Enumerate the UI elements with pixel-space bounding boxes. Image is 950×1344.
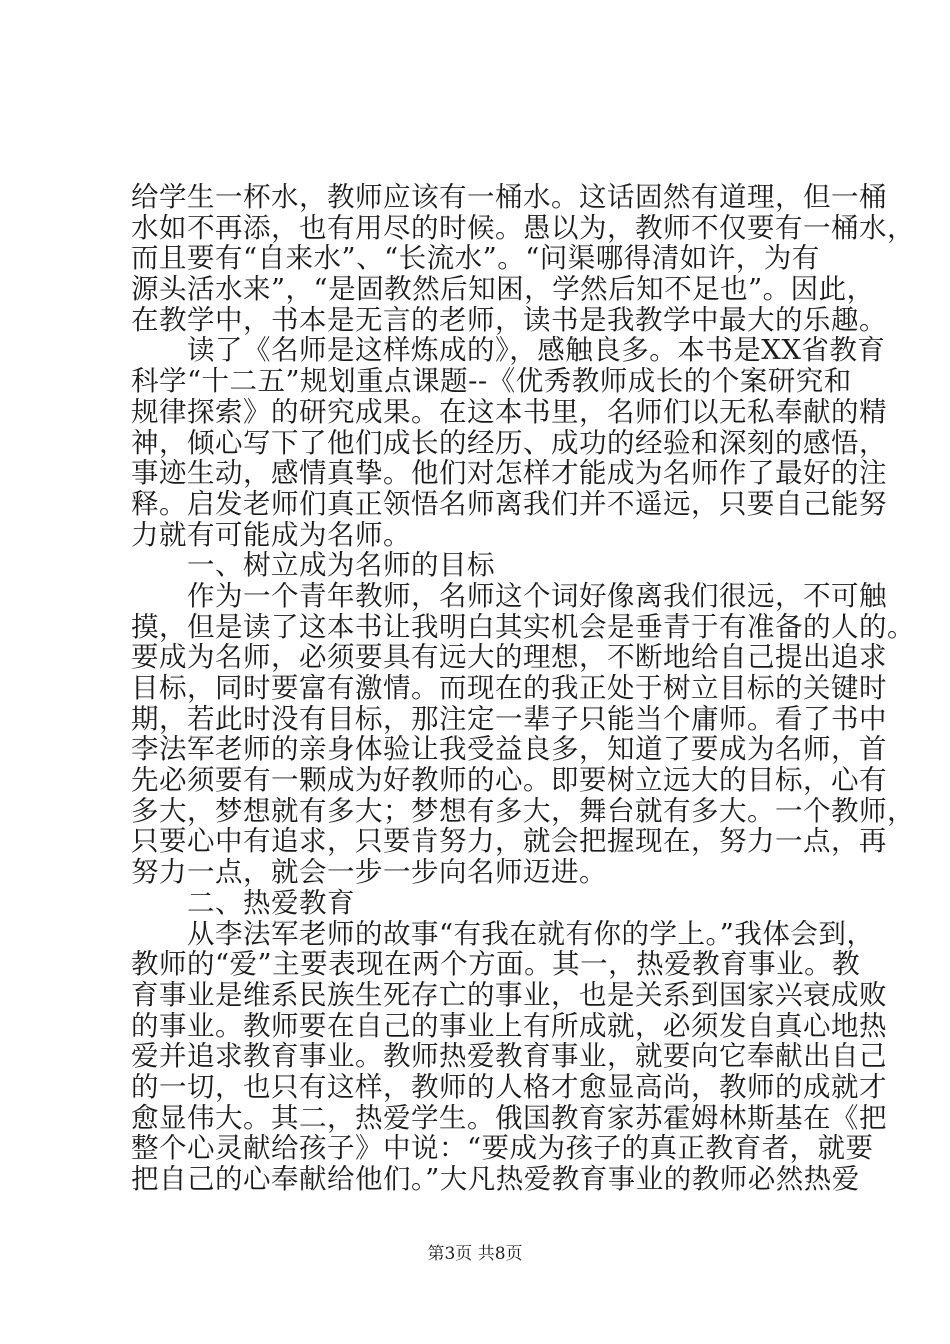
text-line: 把自己的心奉献给他们。”大凡热爱教育事业的教师必然热爱 — [131, 1163, 860, 1195]
text-line: 目标，同时要富有激情。而现在的我正处于树立目标的关键时 — [131, 672, 887, 704]
text-line: 李法军老师的亲身体验让我受益良多，知道了要成为名师，首 — [131, 733, 887, 766]
text-line: 努力一点，就会一步一步向名师迈进。 — [131, 856, 607, 889]
text-line: 在教学中，书本是无言的老师，读书是我教学中最大的乐趣。 — [131, 303, 887, 336]
section-heading: 二、热爱教育 — [131, 886, 355, 919]
text-line: 力就有可能成为名师。 — [131, 518, 411, 551]
text-line: 期，若此时没有目标，那注定一辈子只能当个庸师。看了书中 — [131, 702, 887, 735]
text-line: 育事业是维系民族生死存亡的事业，也是关系到国家兴衰成败 — [131, 978, 887, 1011]
text-line: 先必须要有一颗成为好教师的心。即要树立远大的目标，心有 — [131, 764, 887, 797]
text-line: 给学生一杯水，教师应该有一桶水。这话固然有道理，但一桶 — [131, 181, 887, 213]
text-line: 的一切，也只有这样，教师的人格才愈显高尚，教师的成就才 — [131, 1070, 887, 1103]
text-line: 神，倾心写下了他们成长的经历、成功的经验和深刻的感悟， — [131, 426, 887, 459]
text-line: 读了《名师是这样炼成的》，感触良多。本书是XX省教育 — [131, 334, 886, 367]
text-line: 科学“十二五”规划重点课题--《优秀教师成长的个案研究和 — [131, 365, 852, 398]
text-line: 作为一个青年教师，名师这个词好像离我们很远，不可触 — [131, 579, 887, 612]
text-line: 从李法军老师的故事“有我在就有你的学上。”我体会到， — [131, 917, 875, 950]
text-line: 多大，梦想就有多大；梦想有多大，舞台就有多大。一个教师， — [131, 794, 915, 827]
text-line: 规律探索》的研究成果。在这本书里，名师们以无私奉献的精 — [131, 395, 887, 428]
text-line: 而且要有“自来水”、“长流水”。“问渠哪得清如许，为有 — [131, 242, 820, 275]
text-line: 摸，但是读了这本书让我明白其实机会是垂青于有准备的人的。 — [131, 610, 915, 643]
text-line: 爱并追求教育事业。教师热爱教育事业，就要向它奉献出自己 — [131, 1040, 887, 1073]
text-line: 事迹生动，感情真挚。他们对怎样才能成为名师作了最好的注 — [131, 457, 887, 490]
text-line: 水如不再添，也有用尽的时候。愚以为，教师不仅要有一桶水， — [131, 211, 915, 244]
text-line: 愈显伟大。其二，热爱学生。俄国教育家苏霍姆林斯基在《把 — [131, 1101, 887, 1134]
section-heading: 一、树立成为名师的目标 — [131, 549, 495, 582]
text-line: 只要心中有追求，只要肯努力，就会把握现在，努力一点，再 — [131, 825, 887, 858]
text-line: 释。启发老师们真正领悟名师离我们并不遥远，只要自己能努 — [131, 487, 887, 520]
text-line: 整个心灵献给孩子》中说：“要成为孩子的真正教育者，就要 — [131, 1132, 874, 1165]
text-line: 的事业。教师要在自己的事业上有所成就，必须发自真心地热 — [131, 1009, 887, 1042]
text-line: 教师的“爱”主要表现在两个方面。其一，热爱教育事业。教 — [131, 948, 861, 981]
text-line: 源头活水来”，“是固教然后知困，学然后知不足也”。因此， — [131, 273, 875, 306]
page-number: 第3页 共8页 — [427, 1244, 523, 1264]
text-line: 要成为名师，必须要具有远大的理想，不断地给自己提出追求 — [131, 641, 887, 674]
